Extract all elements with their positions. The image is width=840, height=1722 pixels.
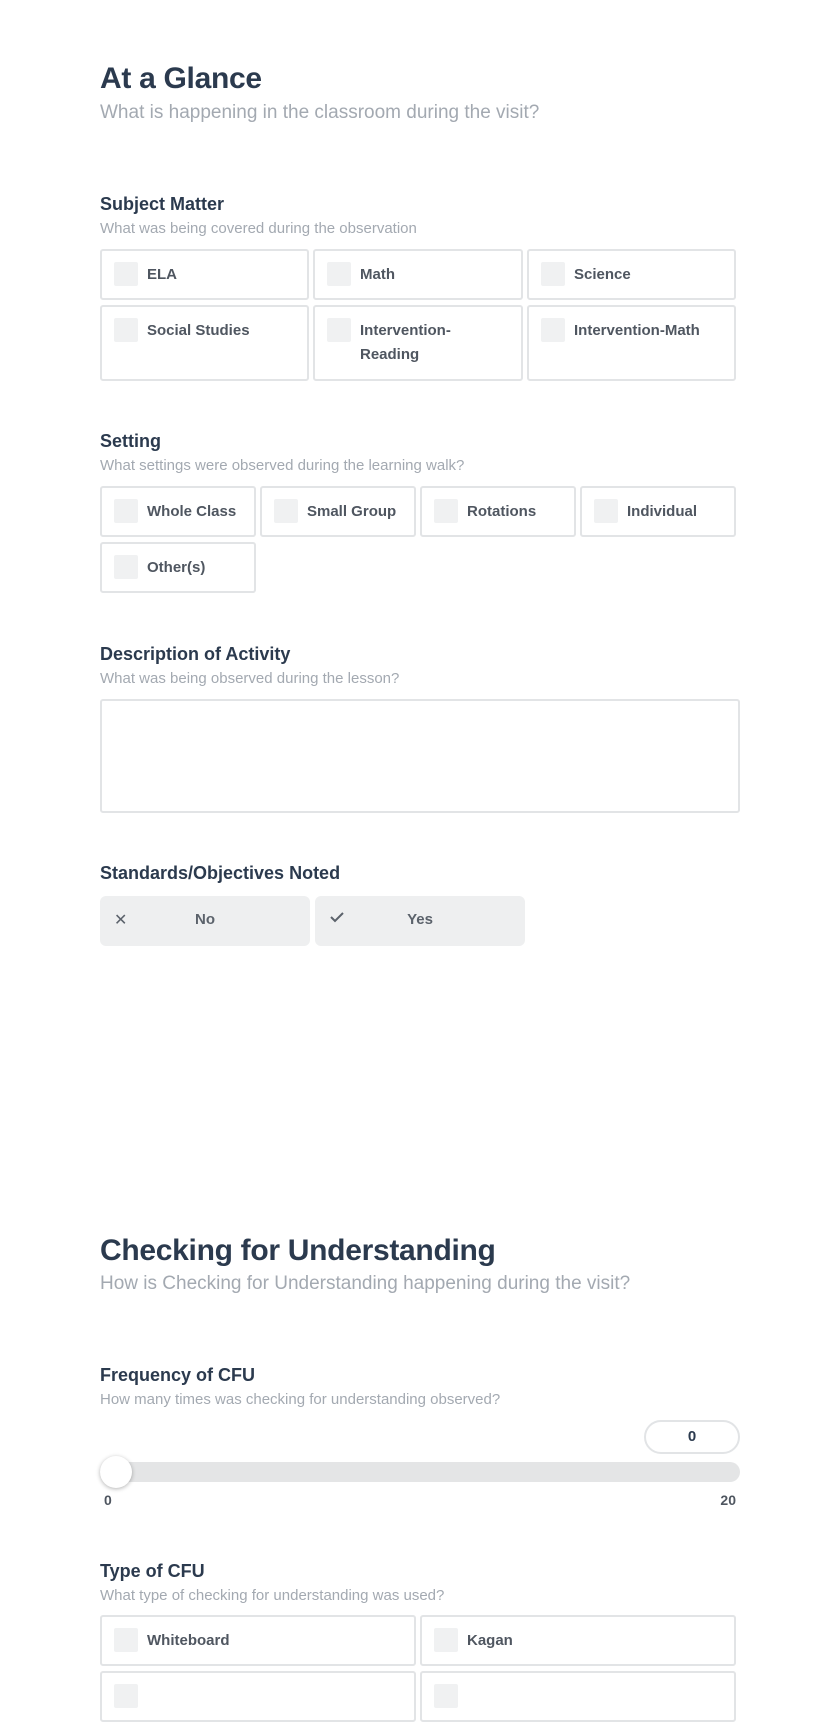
question-title-frequency: Frequency of CFU	[100, 1365, 256, 1385]
question-title-description: Description of Activity	[100, 644, 291, 664]
option-kagan[interactable]	[420, 1615, 736, 1666]
option-label: Whiteboard	[147, 1632, 230, 1649]
option-math[interactable]	[313, 249, 523, 300]
checkbox[interactable]	[114, 318, 138, 342]
option-label: Small Group	[307, 503, 397, 520]
checkbox[interactable]	[541, 318, 565, 342]
no-button[interactable]	[100, 896, 310, 946]
checkbox[interactable]	[274, 499, 298, 523]
slider-max-label: 20	[720, 1492, 736, 1508]
question-subtitle-setting: What settings were observed during the learning walk?	[100, 457, 465, 474]
question-subtitle-frequency: How many times was checking for understanding observed?	[100, 1391, 501, 1408]
section-subtitle-at-a-glance: What is happening in the classroom during the visit?	[100, 102, 540, 123]
option-intervention-math[interactable]	[527, 305, 736, 381]
option-intervention-reading[interactable]	[313, 305, 523, 381]
option-row-partial[interactable]	[100, 1671, 416, 1722]
option-individual[interactable]	[580, 486, 736, 537]
option-whiteboard[interactable]	[100, 1615, 416, 1666]
checkbox[interactable]	[114, 1684, 138, 1708]
option-label: Intervention-Reading	[360, 322, 451, 363]
description-textarea[interactable]	[100, 699, 740, 813]
option-label: Rotations	[467, 503, 537, 520]
question-subtitle-description: What was being observed during the lesson?	[100, 670, 400, 687]
question-title-type-cfu: Type of CFU	[100, 1561, 205, 1581]
frequency-slider-thumb[interactable]	[100, 1456, 132, 1488]
option-whole-class[interactable]	[100, 486, 256, 537]
option-science[interactable]	[527, 249, 736, 300]
option-others[interactable]	[100, 542, 256, 593]
x-icon: ✕	[114, 912, 128, 929]
question-title-standards: Standards/Objectives Noted	[100, 863, 341, 883]
section-subtitle-cfu: How is Checking for Understanding happening during the visit?	[100, 1273, 631, 1294]
yes-button[interactable]	[315, 896, 525, 946]
checkbox[interactable]	[327, 318, 351, 342]
option-label: Whole Class	[147, 503, 237, 520]
option-row-partial[interactable]	[420, 1671, 736, 1722]
yes-label: Yes	[407, 911, 433, 928]
slider-value-display: 0	[644, 1420, 740, 1454]
checkbox[interactable]	[434, 1628, 458, 1652]
option-label: Other(s)	[147, 559, 206, 576]
option-small-group[interactable]	[260, 486, 416, 537]
checkbox[interactable]	[541, 262, 565, 286]
frequency-slider-track[interactable]	[100, 1462, 740, 1482]
section-title-cfu: Checking for Understanding	[100, 1234, 496, 1267]
question-subtitle-type-cfu: What type of checking for understanding was used?	[100, 1587, 445, 1604]
option-label: Social Studies	[147, 322, 250, 339]
checkbox[interactable]	[434, 1684, 458, 1708]
checkbox[interactable]	[114, 555, 138, 579]
option-rotations[interactable]	[420, 486, 576, 537]
checkbox[interactable]	[114, 262, 138, 286]
option-label: Science	[574, 266, 631, 283]
checkbox[interactable]	[594, 499, 618, 523]
option-label: Math	[360, 266, 395, 283]
option-social-studies[interactable]	[100, 305, 309, 381]
checkbox[interactable]	[434, 499, 458, 523]
option-label: ELA	[147, 266, 177, 283]
question-title-subject-matter: Subject Matter	[100, 194, 225, 214]
option-label: Kagan	[467, 1632, 513, 1649]
checkbox[interactable]	[114, 1628, 138, 1652]
question-title-setting: Setting	[100, 431, 161, 451]
question-subtitle-subject-matter: What was being covered during the observation	[100, 220, 417, 237]
slider-min-label: 0	[104, 1492, 112, 1508]
option-label: Intervention-Math	[574, 322, 700, 339]
no-label: No	[195, 911, 215, 928]
option-label: Individual	[627, 503, 698, 520]
option-ela[interactable]	[100, 249, 309, 300]
checkbox[interactable]	[114, 499, 138, 523]
section-title-at-a-glance: At a Glance	[100, 62, 262, 95]
checkbox[interactable]	[327, 262, 351, 286]
